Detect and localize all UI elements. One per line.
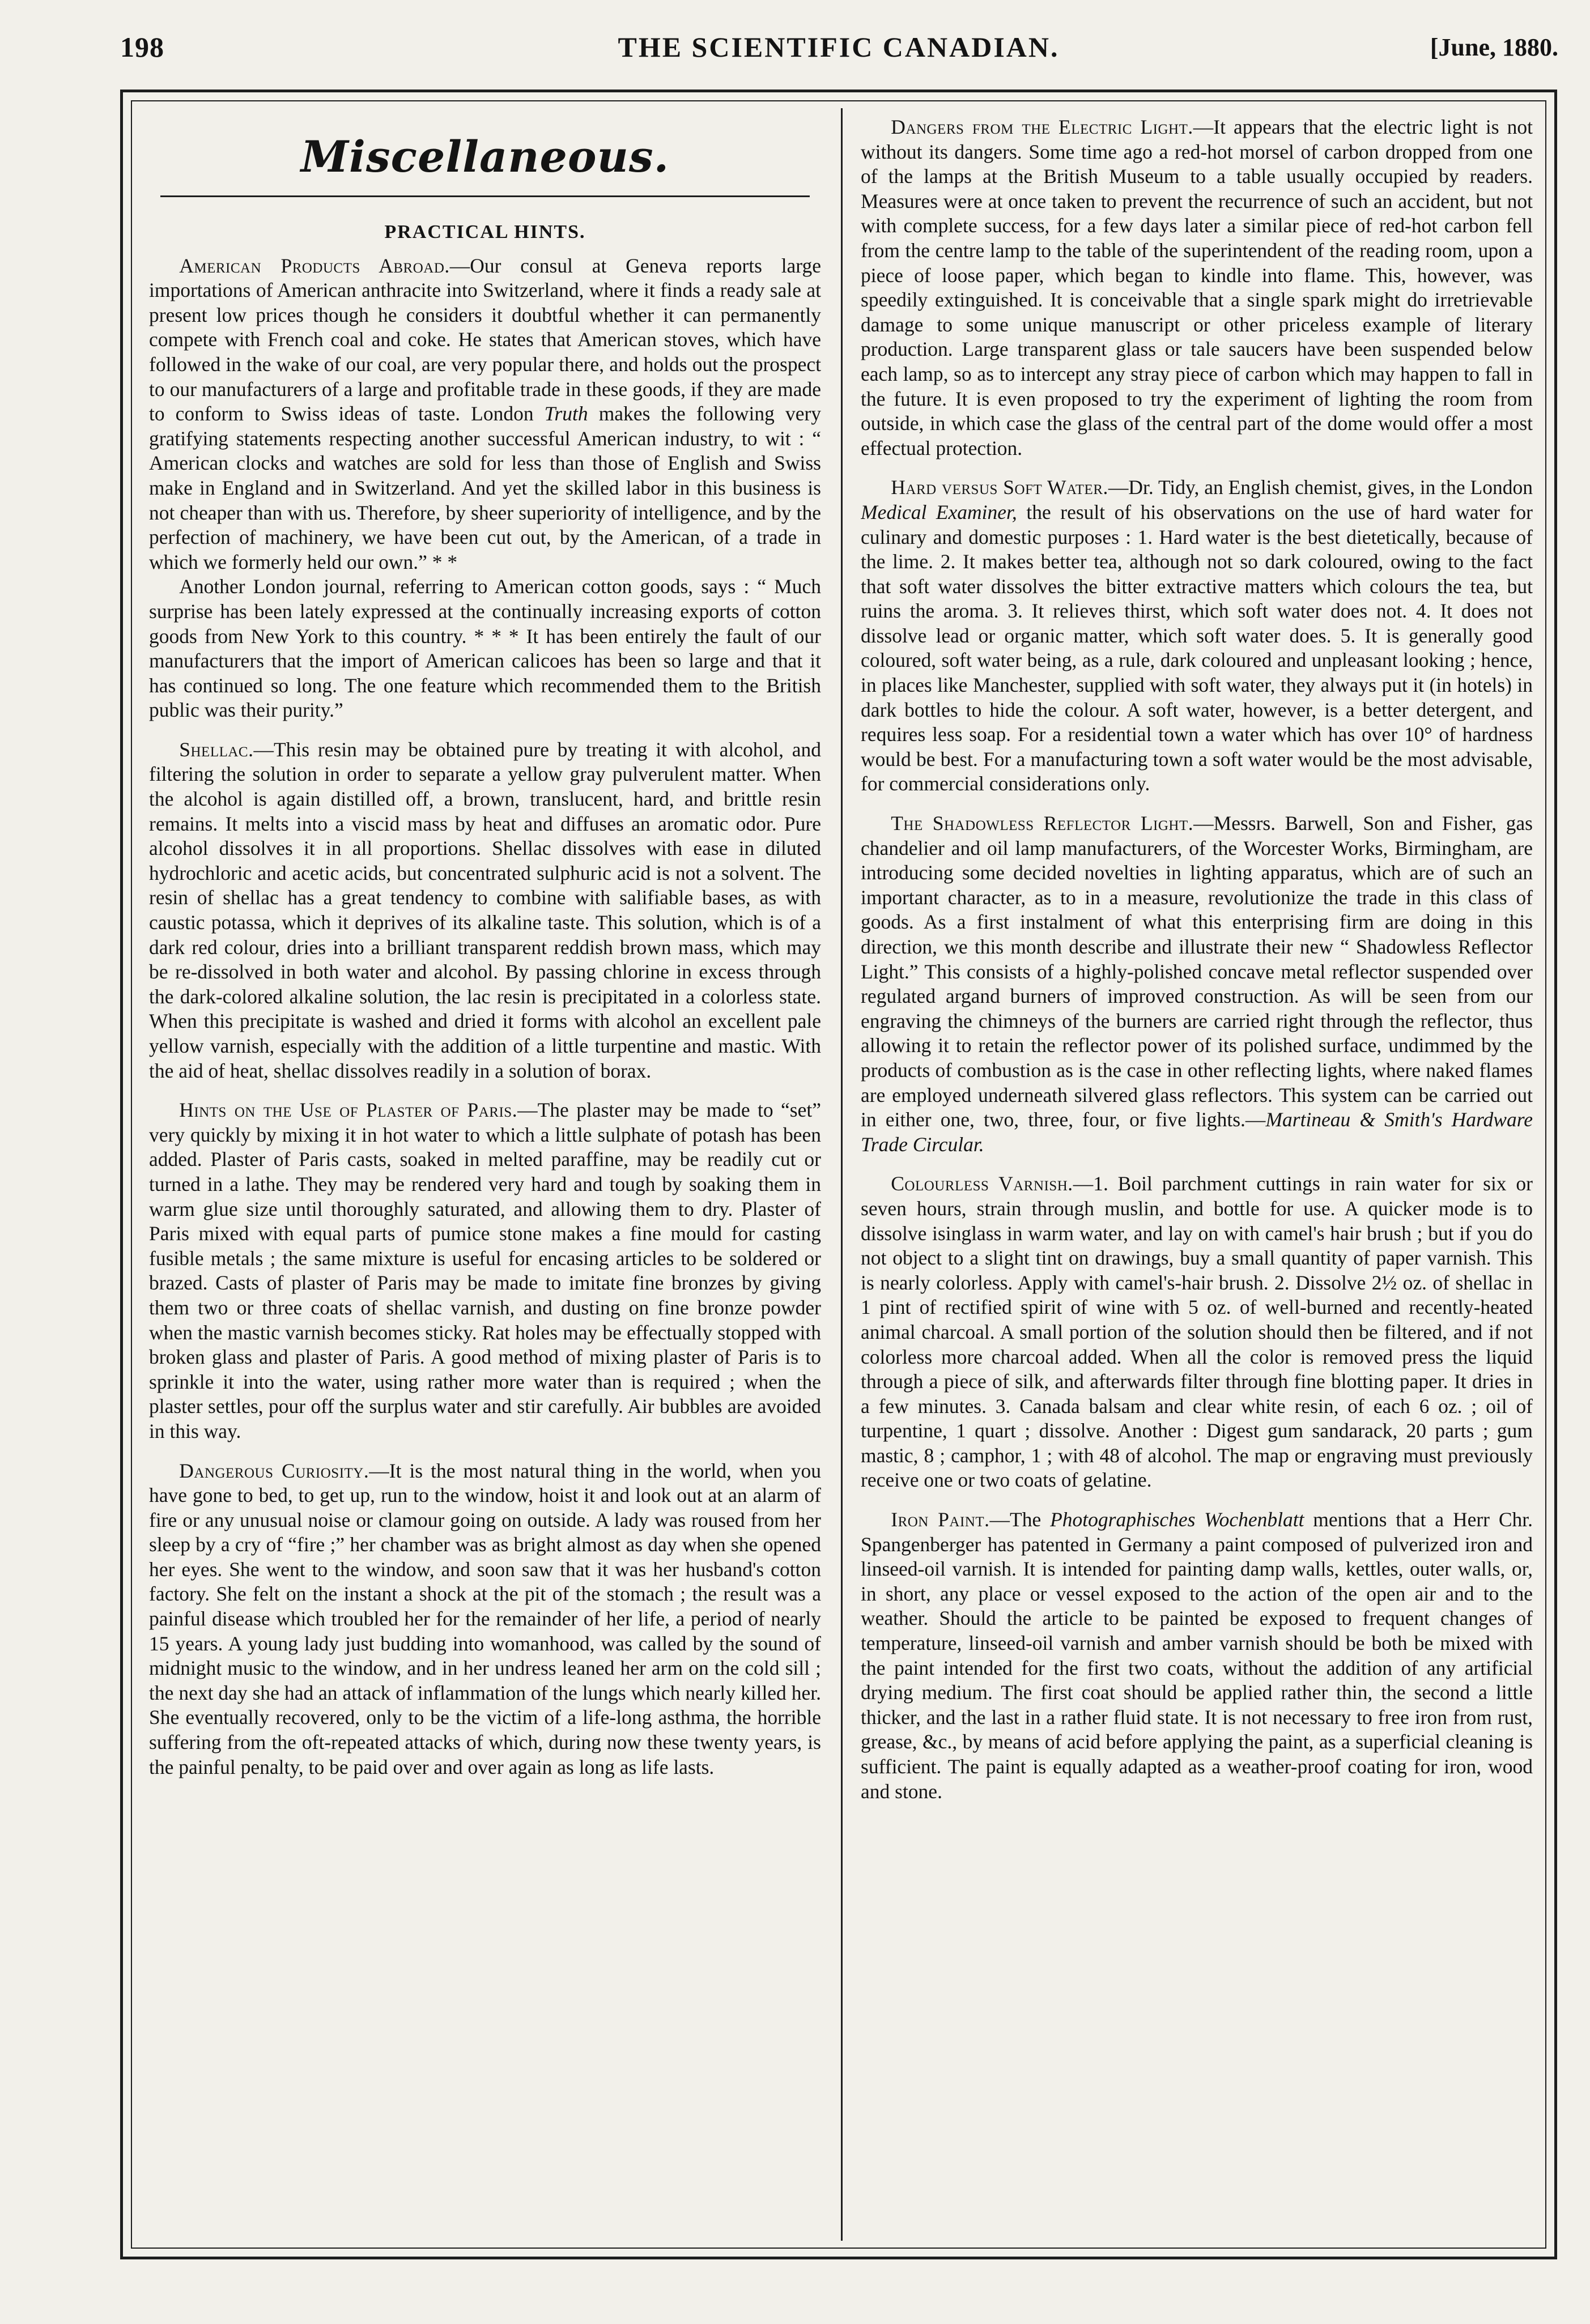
article-italic: Photographisches Wochenblatt <box>1050 1508 1304 1531</box>
article-heading: Hints on the Use of Plaster of Paris. <box>179 1099 518 1122</box>
article-heading: Colourless Varnish. <box>891 1172 1073 1195</box>
article-heading: The Shadowless Reflector Light. <box>891 812 1194 835</box>
section-subtitle: PRACTICAL HINTS. <box>384 222 586 242</box>
article-italic: Truth <box>544 402 588 425</box>
article-varnish <box>861 1172 1533 1493</box>
article-reflector <box>861 811 1533 1157</box>
article-text: —The <box>989 1508 1041 1531</box>
article-american-cotton: Another London journal, referring to American cotton goods, says : “ Much surprise has been lately expressed at the continually increasing exports of cotton goods from New York to this country. * * * It has been entirely the fault of our manufacturers that the import of American calicoes has been so large and that it has continued so long. The one feature which recommended them to the British public was their purity.” <box>149 575 821 722</box>
article-text-continued: mentions that a Herr Chr. Spangenberger has patented in Germany a paint composed of pulverized iron and linseed-oil varnish. It is intended for painting damp walls, kettles, outer walls, or, in short, any place or vessel exposed to the action of the open air and to the weather. Should the article to be painted be exposed to frequent changes of temperature, linseed-oil varnish and amber varnish should be both be mixed with the paint intended for the first two coats, without the addition of any artificial drying medium. The first coat should be applied rather thin, the second a little thicker, and the last in a rather fluid state. It is not necessary to free iron from rust, grease, &c., by means of acid before applying the paint, as a superficial cleaning is sufficient. The paint is equally adapted as a weather-proof coating for iron, wood and stone. <box>861 1508 1533 1803</box>
issue-date: [June, 1880. <box>1430 33 1558 61</box>
article-heading: Iron Paint. <box>891 1508 990 1531</box>
article-italic: Medical Examiner, <box>861 500 1017 523</box>
article-american-products <box>149 254 821 575</box>
article-electric-light <box>861 115 1533 461</box>
left-column <box>149 115 821 2240</box>
title-rule <box>160 195 810 197</box>
article-heading: Dangers from the Electric Light. <box>891 116 1193 138</box>
article-iron-paint <box>861 1508 1533 1804</box>
article-heading: American Products Abroad. <box>179 254 450 277</box>
page-number: 198 <box>120 31 164 63</box>
article-plaster <box>149 1098 821 1444</box>
article-text: —Dr. Tidy, an English chemist, gives, in the London <box>1108 476 1533 499</box>
page-header <box>113 26 1564 66</box>
article-text: —1. Boil parchment cuttings in rain water for six or seven hours, strain through muslin, and bottle for use. A quicker mode is to dissolve isinglass in warm water, and lay on with camel's hair brush ; but if you do not object to a slight tint on drawings, buy a small quantity of paper varnish. This is nearly colorless. Apply with camel's-hair brush. 2. Dissolve 2½ oz. of shellac in 1 pint of rectified spirit of wine with 5 oz. of well-burned and recently-heated animal charcoal. A small portion of the solution should then be filtered, and if not colorless more charcoal added. When all the color is removed press the liquid through a piece of silk, and afterwards filter through fine blotting paper. It dries in a few minutes. 3. Canada balsam and clear white resin, of each 6 oz. ; oil of turpentine, 1 quart ; dissolve. Another : Digest gum sandarack, 20 parts ; gum mastic, 8 ; camphor, 1 ; with 48 of alcohol. The map or engraving must previously receive one or two coats of gelatine. <box>861 1172 1533 1492</box>
article-text-continued: the result of his observations on the use of hard water for culinary and domestic purposes : 1. Hard water is the best dietetically, because of the lime. 2. It makes better tea, although not so dark coloured, owing to the fact that soft water dissolves the bitter extractive matters which colours the tea, but ruins the aroma. 3. It relieves thirst, which soft water does not. 4. It does not dissolve lead or organic matter, which soft water does. 5. It is generally good coloured, soft water being, as a rule, dark coloured and unpleasant looking ; hence, in places like Manchester, supplied with soft water, they always put it (in hotels) in dark bottles to hide the colour. A soft water, however, is a better detergent, and requires less soap. For a residential town a water which has over 10° of hardness would be best. For a manufacturing town a soft water would be the most advisable, for commercial considerations only. <box>861 500 1533 795</box>
article-text: —The plaster may be made to “set” very quickly by mixing it in hot water to which a little sulphate of potash has been added. Plaster of Paris casts, soaked in melted paraffine, may be readily cut or turned in a lathe. They may be rendered very hard and tough by soaking them in warm glue size until thoroughly saturated, and allowing them to dry. Plaster of Paris mixed with equal parts of pumice stone makes a fine mould for casting fusible metals ; the same mixture is useful for encasing articles to be soldered or brazed. Casts of plaster of Paris may be made to imitate fine bronzes by giving them two or three coats of shellac varnish, and dusting on fine bronze powder when the mastic varnish becomes sticky. Rat holes may be effectually stopped with broken glass and plaster of Paris. A good method of mixing plaster of Paris is to sprinkle it into the water, using rather more water than is required ; when the plaster settles, pour off the surplus water and stir carefully. Air bubbles are avoided in this way. <box>149 1099 821 1442</box>
section-title: Miscellaneous. <box>300 131 670 182</box>
article-water <box>861 475 1533 797</box>
article-italic: Martineau & Smith's Hardware Trade Circular. <box>861 1108 1533 1156</box>
article-heading: Dangerous Curiosity. <box>179 1459 369 1482</box>
article-text: —This resin may be obtained pure by treating it with alcohol, and filtering the solution in order to separate a yellow gray pulverulent matter. When the alcohol is again distilled off, a brown, translucent, hard, and brittle resin remains. It melts into a viscid mass by heat and diffuses an aromatic odor. Pure alcohol dissolves it in all proportions. Shellac dissolves with ease in diluted hydrochloric and acetic acids, but concentrated sulphuric acid is not a solvent. The resin of shellac has a great tendency to combine with salifiable bases, as with caustic potassa, which it deprives of its alkaline taste. This solution, which is of a dark red colour, dries into a brilliant transparent reddish brown mass, which may be re-dissolved in both water and alcohol. By passing chlorine in excess through the dark-colored alkaline solution, the lac resin is precipitated in a colorless state. When this precipitate is washed and dried it forms with alcohol an excellent pale yellow varnish, especially with the addition of a little turpentine and mastic. With the aid of heat, shellac dissolves readily in a solution of borax. <box>149 738 821 1082</box>
journal-title: THE SCIENTIFIC CANADIAN. <box>618 31 1060 63</box>
article-heading: Shellac. <box>179 738 254 761</box>
article-curiosity <box>149 1459 821 1780</box>
article-heading: Hard versus Soft Water. <box>891 476 1108 499</box>
article-text: —It is the most natural thing in the world, when you have gone to bed, to get up, run to the window, hoist it and look out at an alarm of fire or any unusual noise or clamour going on outside. A lady was roused from her sleep by a cry of “fire ;” her chamber was as bright almost as day when she opened her eyes. She went to the window, and soon saw that it was her husband's cotton factory. She felt on the instant a shock at the pit of the stomach ; the result was a painful disease which troubled her for the remainder of her life, a period of nearly 15 years. A young lady just budding into womanhood, was called by the sound of midnight music to the window, and in her undress leaned her arm on the cold sill ; the next day she had an attack of inflammation of the lungs which nearly killed her. She eventually recovered, only to be the victim of a life-long asthma, the horrible suffering from the oft-repeated attacks of which, during now these twenty years, is the painful penalty, to be paid over and over again as long as life lasts. <box>149 1459 821 1778</box>
article-text: —It appears that the electric light is not without its dangers. Some time ago a red-hot morsel of carbon dropped from one of the lamps at the British Museum to a table usually occupied by readers. Measures were at once taken to prevent the recurrence of such an accident, but not with complete success, for a few days later a similar piece of red-hot carbon fell from the centre lamp to the table of the superintendent of the reading room, upon a piece of loose paper, which began to kindle into flame. This, however, was speedily extinguished. It is conceivable that a single spark might do irretrievable damage to some unique manuscript or other priceless example of literary production. Large transparent glass or tale saucers have been suspended below each lamp, so as to intercept any stray piece of carbon which may happen to fall in the future. It is even proposed to try the experiment of lighting the room from outside, in which case the glass of the central part of the dome would offer a most effectual protection. <box>861 116 1533 459</box>
page-frame <box>120 90 1557 2259</box>
right-column <box>861 115 1533 2240</box>
article-text: —Messrs. Barwell, Son and Fisher, gas chandelier and oil lamp manufacturers, of the Worcester Works, Birmingham, are introducing some decided novelties in lighting apparatus, which are of such an important character, as to in a measure, revolutionize the trade in this class of goods. As a first instalment of what this enterprising firm are doing in this direction, we this month describe and illustrate their new “ Shadowless Reflector Light.” This consists of a highly-polished concave metal reflector suspended over regulated argand burners of improved construction. As will be seen from our engraving the chimneys of the burners are carried right through the reflector, thus allowing it to retain the reflector power of its polished surface, undimmed by the products of combustion as is the case in other reflecting lights, where naked flames are employed underneath silvered glass reflectors. This system can be carried out in either one, two, three, four, or five lights.— <box>861 812 1533 1131</box>
article-shellac <box>149 738 821 1083</box>
article-text-continued: makes the following very gratifying statements respecting another successful American industry, to wit : “ American clocks and watches are sold for less than those of English and Swiss make in England and in Switzerland. And yet the skilled labor in this business is not cheaper than with us. Therefore, by sheer superiority of intelligence, and by the perfection of machinery, we have been cut out, by the American, of a trade in which we formerly held our own.” * * <box>149 402 821 573</box>
article-text: —Our consul at Geneva reports large importations of American anthracite into Switzerland, where it finds a ready sale at present low prices though he considers it doubtful whether it can permanently compete with French coal and coke. He states that American stoves, which have followed in the wake of our coal, are very popular there, and holds out the prospect to our manufacturers of a large and profitable trade in these goods, if they are made to conform to Swiss ideas of taste. London <box>149 254 821 425</box>
column-divider <box>841 108 843 2241</box>
